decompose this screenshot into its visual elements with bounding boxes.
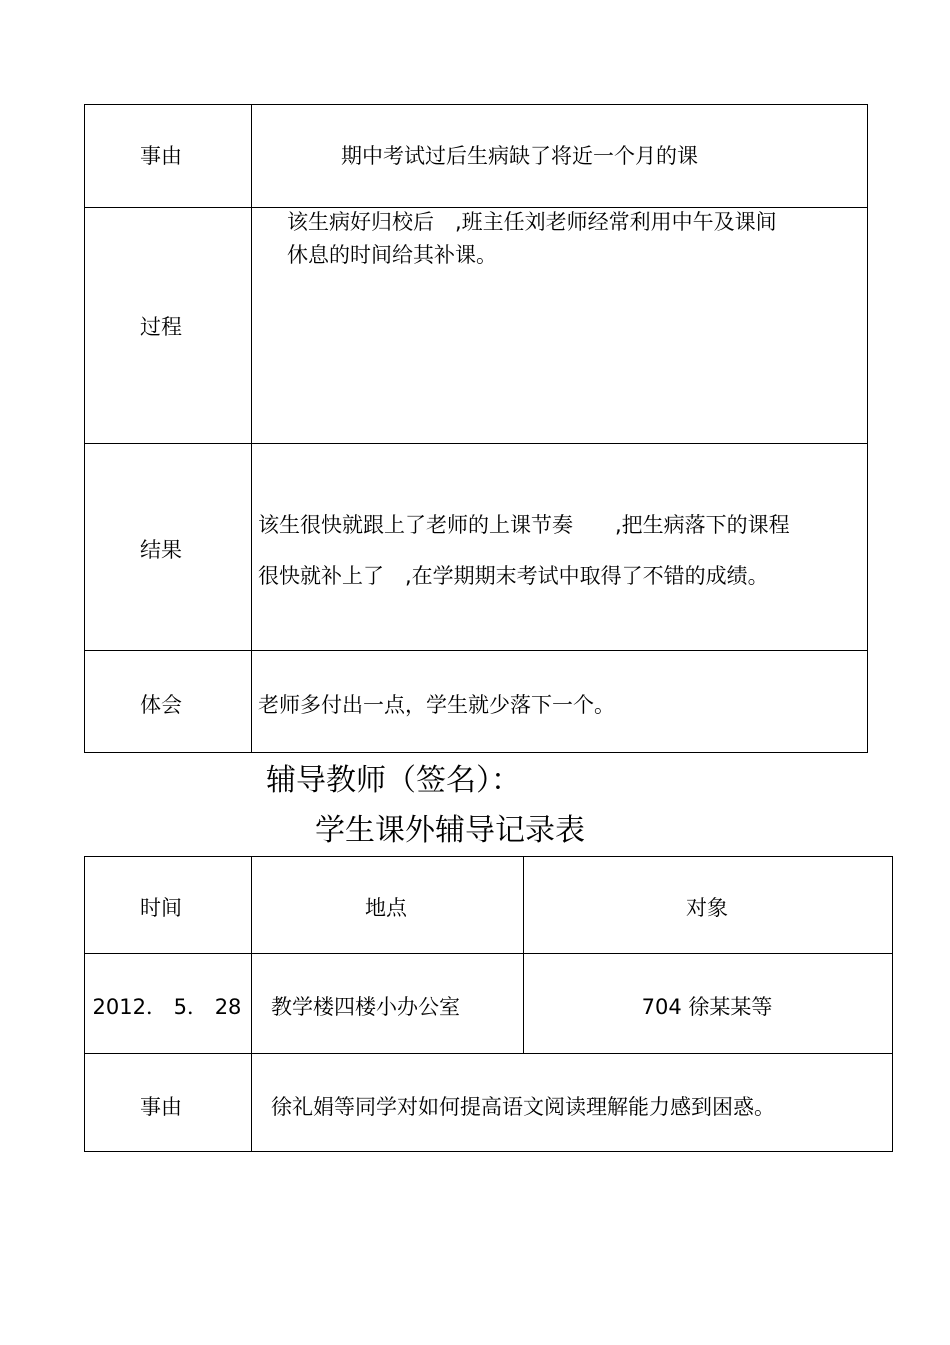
target-value: 704 徐某某等 — [641, 995, 773, 1019]
row-label-reflection: 体会 — [140, 693, 182, 717]
row-label-reason: 事由 — [140, 144, 182, 168]
row-label-process: 过程 — [140, 315, 182, 339]
row-label-reason-2: 事由 — [140, 1095, 182, 1119]
location-value: 教学楼四楼小办公室 — [271, 995, 460, 1019]
row-divider — [85, 953, 892, 954]
record-table-1 — [84, 104, 868, 753]
date-value: 2012． 5． 28 — [92, 995, 242, 1019]
reflection-text: 老师多付出一点，学生就少落下一个。 — [258, 693, 615, 717]
header-time: 时间 — [140, 896, 182, 920]
process-text-line-2: 休息的时间给其补课。 — [287, 243, 497, 267]
row-divider — [85, 443, 867, 444]
row-divider — [85, 650, 867, 651]
result-text-line-1: 该生很快就跟上了老师的上课节奏 ,把生病落下的课程 — [258, 513, 790, 537]
column-divider — [251, 105, 252, 752]
reason-text: 期中考试过后生病缺了将近一个月的课 — [341, 144, 698, 168]
process-text-line-1: 该生病好归校后 ,班主任刘老师经常利用中午及课间 — [287, 210, 777, 234]
reason-text-2: 徐礼娟等同学对如何提高语文阅读理解能力感到困惑。 — [271, 1095, 775, 1119]
row-divider — [85, 207, 867, 208]
teacher-signature-line: 辅导教师（签名）： — [266, 763, 521, 798]
header-target: 对象 — [686, 896, 728, 920]
row-label-result: 结果 — [140, 538, 182, 562]
form-title: 学生课外辅导记录表 — [315, 813, 585, 848]
column-divider — [523, 857, 524, 1054]
header-location: 地点 — [365, 896, 407, 920]
result-text-line-2: 很快就补上了 ,在学期期末考试中取得了不错的成绩。 — [258, 564, 769, 588]
row-divider — [85, 1053, 892, 1054]
